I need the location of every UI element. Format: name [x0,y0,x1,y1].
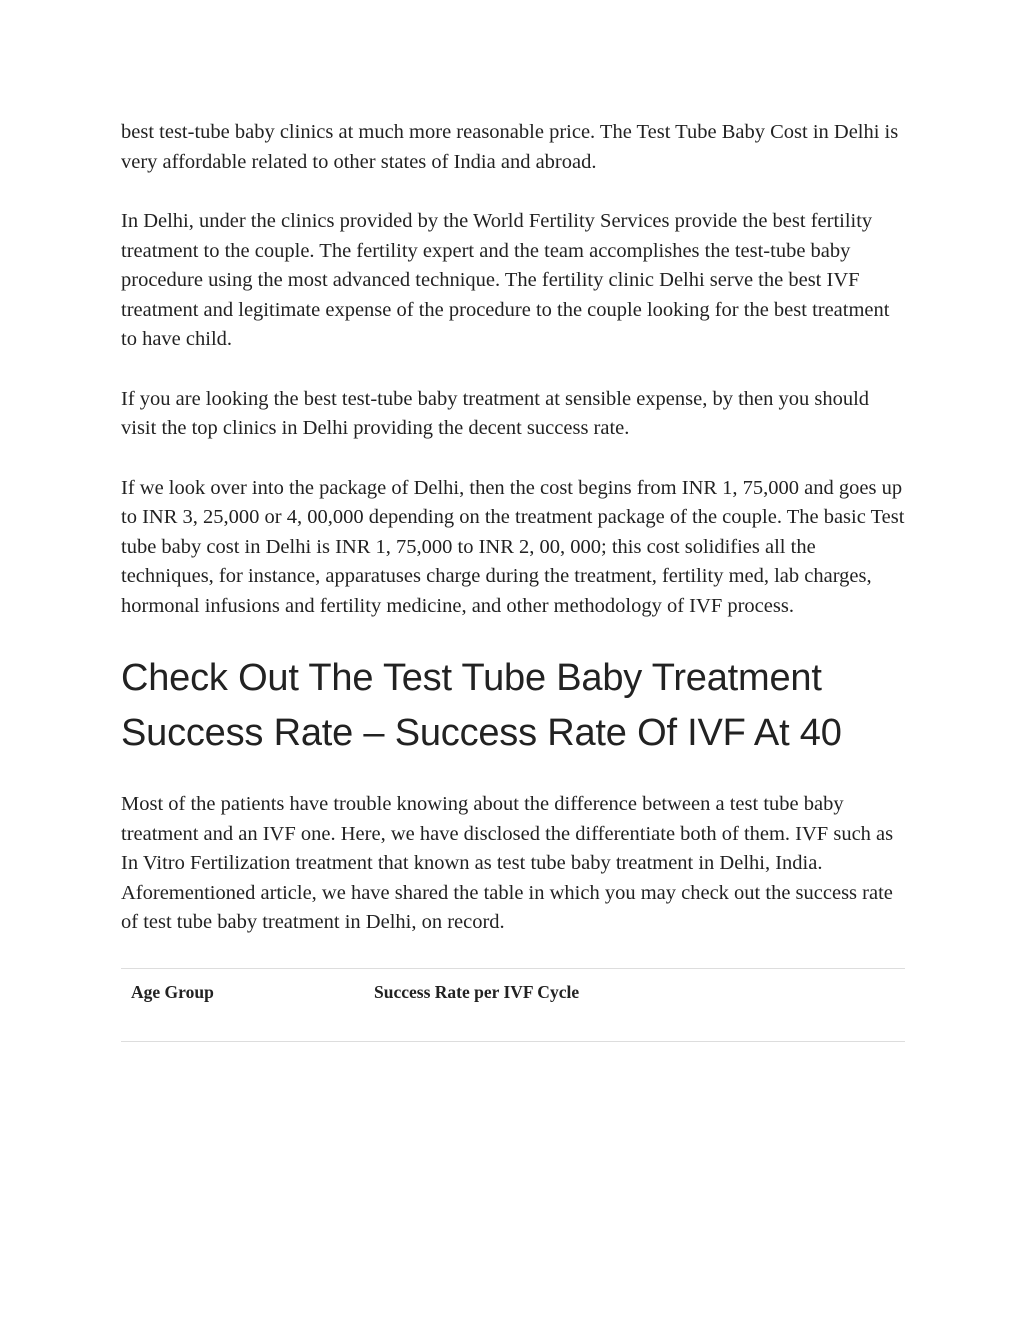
success-rate-table [121,968,905,1042]
paragraph-ivf-difference: Most of the patients have trouble knowing about the difference between a test tube baby treatment and an IVF one. Here, we have disclosed the differentiate both of them. IVF such as In Vitro Fertilization treatment that known as test tube baby treatment in Delhi, India. Aforementioned article, we have shared the table in which you may check out the success rate of test tube baby treatment in Delhi, on record. [121,793,894,933]
table-header-age-group: Age Group [131,981,214,1002]
table-header-success-rate: Success Rate per IVF Cycle [374,981,580,1002]
document-page [121,118,905,1042]
paragraph-sensible-expense: If you are looking the best test-tube baby treatment at sensible expense, by then you should visit the top clinics in Delhi providing the decent success rate. [121,387,870,439]
paragraph-package-cost: If we look over into the package of Delhi, then the cost begins from INR 1, 75,000 and goes up to INR 3, 25,000 or 4, 00,000 depending on the treatment package of the couple. The basic Test tube baby cost in Delhi is INR 1, 75,000 to INR 2, 00, 000; this cost solidifies all the techniques, for instance, apparatuses charge during the treatment, fertility med, lab charges, hormonal infusions and fertility medicine, and other methodology of IVF process. [121,476,905,617]
paragraph-clinic-cost: best test-tube baby clinics at much more reasonable price. The Test Tube Baby Cost in Delhi is very affordable related to other states of India and abroad. [121,121,899,173]
paragraph-world-fertility-services: In Delhi, under the clinics provided by the World Fertility Services provide the best fertility treatment to the couple. The fertility expert and the team accomplishes the test-tube baby procedure using the most advanced technique. The fertility clinic Delhi serve the best IVF treatment and legitimate expense of the procedure to the couple looking for the best treatment to have child. [121,210,890,350]
section-heading: Check Out The Test Tube Baby Treatment Success Rate – Success Rate Of IVF At 40 [121,657,842,754]
